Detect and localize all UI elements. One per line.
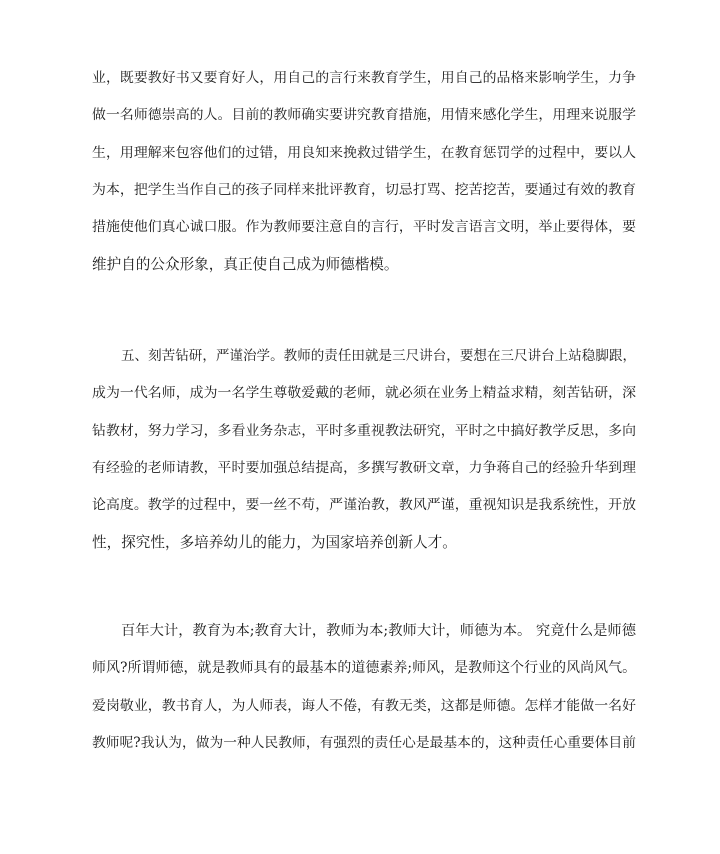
paragraph-3 xyxy=(92,613,636,762)
text-line: 措施使他们真心诚口服。作为教师要注意自的言行，平时发言语言文明，举止要得体，要 xyxy=(92,219,636,236)
text-line: 业，既要教好书又要育好人，用自己的言行来教育学生，用自己的品格来影响学生，力争 xyxy=(92,70,636,86)
text-line: 有经验的老师请教，平时要加强总结提高，多撰写教研文章，力争蒋自己的经验升华到理 xyxy=(92,459,636,476)
text-line: 做一名师德崇高的人。目前的教师确实要讲究教育措施，用情来感化学生，用理来说服学 xyxy=(92,107,636,124)
paragraph-2 xyxy=(92,338,636,562)
paragraph-1 xyxy=(92,60,636,284)
text-line: 维护自的公众形象，真正使自己成为师德楷模。 xyxy=(92,256,399,274)
text-line: 教师呢?我认为，做为一种人民教师，有强烈的责任心是最基本的，这种责任心重要体目前 xyxy=(92,734,636,751)
text-line: 爱岗敬业，教书育人，为人师表，诲人不倦，有教无类，这都是师德。怎样才能做一名好 xyxy=(92,697,636,714)
text-line: 性，探究性，多培养幼儿的能力，为国家培养创新人才。 xyxy=(92,534,457,552)
text-line: 论高度。教学的过程中，要一丝不苟，严谨治教，教风严谨，重视知识是我系统性，开放 xyxy=(92,497,636,514)
text-line: 五、刻苦钻研，严谨治学。教师的责任田就是三尺讲台，要想在三尺讲台上站稳脚跟， xyxy=(121,348,636,364)
text-line: 成为一代名师，成为一名学生尊敬爱戴的老师，就必须在业务上精益求精，刻苦钻研，深 xyxy=(92,385,636,402)
text-line: 为本，把学生当作自己的孩子同样来批评教育，切忌打骂、挖苦挖苦，要通过有效的教育 xyxy=(92,181,636,198)
text-line: 师风?所谓师德，就是教师具有的最基本的道德素养;师风，是教师这个行业的风尚风气。 xyxy=(92,660,636,677)
text-line: 钻教材，努力学习，多看业务杂志，平时多重视教法研究，平时之中搞好教学反思，多向 xyxy=(92,422,636,439)
text-line: 生，用理解来包容他们的过错，用良知来挽救过错学生，在教育惩罚学的过程中，要以人 xyxy=(92,144,636,161)
text-line: 百年大计，教育为本;教育大计，教师为本;教师大计，师德为本。 究竟什么是师德 xyxy=(121,623,636,639)
